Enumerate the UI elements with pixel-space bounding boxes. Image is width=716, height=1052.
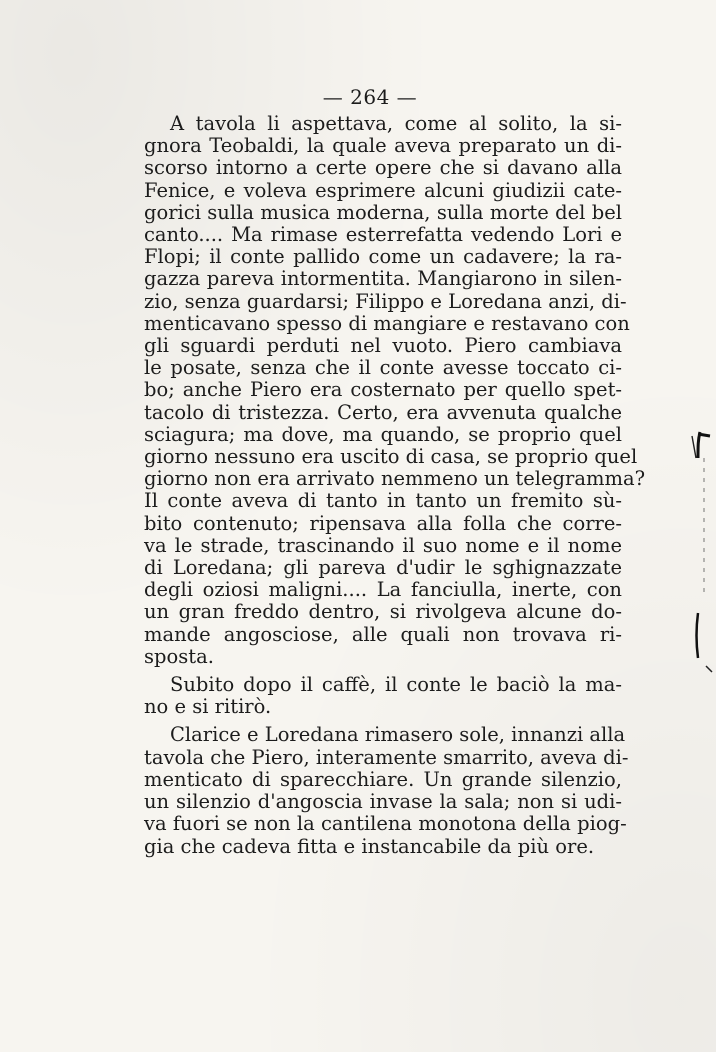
text-line: Fenice, e voleva esprimere alcuni giudizii cate- bbox=[144, 178, 622, 202]
text-line: di Loredana; gli pareva d'udir le sghignazzate bbox=[144, 556, 622, 580]
text-line: bo; anche Piero era costernato per quello spet- bbox=[144, 378, 622, 402]
page-number: — 264 — bbox=[322, 85, 418, 109]
text-line: va fuori se non la cantilena monotona della piog- bbox=[144, 812, 627, 836]
text-line: gli sguardi perduti nel vuoto. Piero cambiava bbox=[144, 334, 622, 358]
paragraph-3 bbox=[144, 723, 629, 858]
text-line: gorici sulla musica moderna, sulla morte del bel bbox=[144, 200, 622, 224]
text-line: sposta. bbox=[144, 644, 214, 668]
text-line: zio, senza guardarsi; Filippo e Loredana anzi, di- bbox=[144, 289, 627, 313]
text-line: no e si ritirò. bbox=[144, 695, 272, 719]
text-line: scorso intorno a certe opere che si davano alla bbox=[144, 156, 622, 180]
text-line: degli oziosi maligni.... La fanciulla, inerte, con bbox=[144, 578, 622, 602]
text-line: gazza pareva intormentita. Mangiarono in silen- bbox=[144, 267, 622, 291]
text-line: giorno non era arrivato nemmeno un telegramma? bbox=[144, 467, 646, 491]
text-line: tacolo di tristezza. Certo, era avvenuta qualche bbox=[144, 400, 622, 424]
body-text bbox=[144, 112, 646, 858]
text-line: va le strade, trascinando il suo nome e il nome bbox=[144, 533, 622, 557]
text-line: Flopi; il conte pallido come un cadavere; la ra- bbox=[144, 245, 622, 269]
text-line: mande angosciose, alle quali non trovava ri- bbox=[144, 622, 622, 646]
paragraph-1 bbox=[144, 112, 646, 668]
text-line: un gran freddo dentro, si rivolgeva alcune do- bbox=[144, 600, 622, 624]
text-line: bito contenuto; ripensava alla folla che corre- bbox=[144, 511, 622, 535]
text-line: menticavano spesso di mangiare e restavano con bbox=[144, 311, 630, 335]
text-line: Il conte aveva di tanto in tanto un fremito sù- bbox=[144, 489, 622, 513]
text-line: Subito dopo il caffè, il conte le baciò la ma- bbox=[170, 673, 622, 697]
paragraph-2 bbox=[144, 674, 622, 718]
text-line: gia che cadeva fitta e instancabile da più ore. bbox=[144, 834, 595, 858]
text-line: un silenzio d'angoscia invase la sala; non si udi- bbox=[144, 790, 622, 814]
text-line: giorno nessuno era uscito di casa, se proprio quel bbox=[144, 445, 638, 469]
text-line: canto.... Ma rimase esterrefatta vedendo Lori e bbox=[144, 223, 622, 247]
text-line: menticato di sparecchiare. Un grande silenzio, bbox=[144, 767, 622, 791]
margin-scan-marks bbox=[684, 428, 716, 688]
text-line: A tavola li aspettava, come al solito, la si- bbox=[170, 112, 622, 135]
text-line: Clarice e Loredana rimasero sole, innanzi alla bbox=[170, 723, 626, 747]
text-line: tavola che Piero, interamente smarrito, aveva di- bbox=[144, 745, 629, 769]
text-line: sciagura; ma dove, ma quando, se proprio quel bbox=[144, 422, 622, 446]
text-line: gnora Teobaldi, la quale aveva preparato un di- bbox=[144, 134, 622, 158]
text-line: le posate, senza che il conte avesse toccato ci- bbox=[144, 356, 622, 380]
